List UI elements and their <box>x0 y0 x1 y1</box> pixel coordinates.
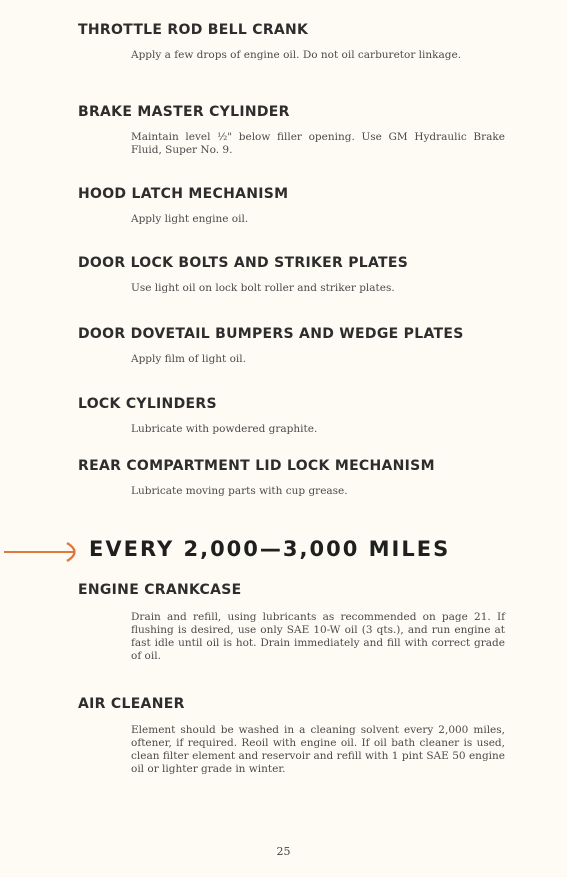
body-brake-master-cylinder: Maintain level ½" below filler opening. Use GM Hydraulic Brake Fluid, Super No. 9. <box>131 131 505 156</box>
page-number: 25 <box>276 845 291 858</box>
body-hood-latch-mechanism: Apply light engine oil. <box>131 213 249 225</box>
interval-title: EVERY 2,000—3,000 MILES <box>89 537 451 561</box>
body-engine-crankcase: Drain and refill, using lubricants as recommended on page 21. If flushing is desired, use only SAE 10-W oil (3 qts.), and run engine at fast idle until oil is hot. Drain immediately and fill with correct grade of oil. <box>131 611 505 662</box>
body-rear-compartment-lid: Lubricate moving parts with cup grease. <box>131 485 348 497</box>
heading-air-cleaner: AIR CLEANER <box>78 696 185 712</box>
heading-engine-crankcase: ENGINE CRANKCASE <box>78 582 242 598</box>
body-lock-cylinders: Lubricate with powdered graphite. <box>131 423 318 435</box>
heading-hood-latch-mechanism: HOOD LATCH MECHANISM <box>78 186 289 202</box>
body-air-cleaner: Element should be washed in a cleaning solvent every 2,000 miles, oftener, if required. Reoil with engine oil. If oil bath cleaner is used, clean filter element and reservoir and refill with 1 pint SAE 50 engine oil or lighter grade in winter. <box>131 724 505 775</box>
orange-arrow-icon <box>2 539 86 565</box>
body-door-dovetail-bumpers: Apply film of light oil. <box>131 353 246 365</box>
heading-lock-cylinders: LOCK CYLINDERS <box>78 396 217 412</box>
body-throttle-rod-bell-crank: Apply a few drops of engine oil. Do not oil carburetor linkage. <box>131 49 462 61</box>
heading-rear-compartment-lid: REAR COMPARTMENT LID LOCK MECHANISM <box>78 458 435 474</box>
heading-door-dovetail-bumpers: DOOR DOVETAIL BUMPERS AND WEDGE PLATES <box>78 326 464 342</box>
heading-brake-master-cylinder: BRAKE MASTER CYLINDER <box>78 104 290 120</box>
heading-door-lock-bolts: DOOR LOCK BOLTS AND STRIKER PLATES <box>78 255 409 271</box>
heading-throttle-rod-bell-crank: THROTTLE ROD BELL CRANK <box>78 22 309 38</box>
body-door-lock-bolts: Use light oil on lock bolt roller and striker plates. <box>131 282 395 294</box>
